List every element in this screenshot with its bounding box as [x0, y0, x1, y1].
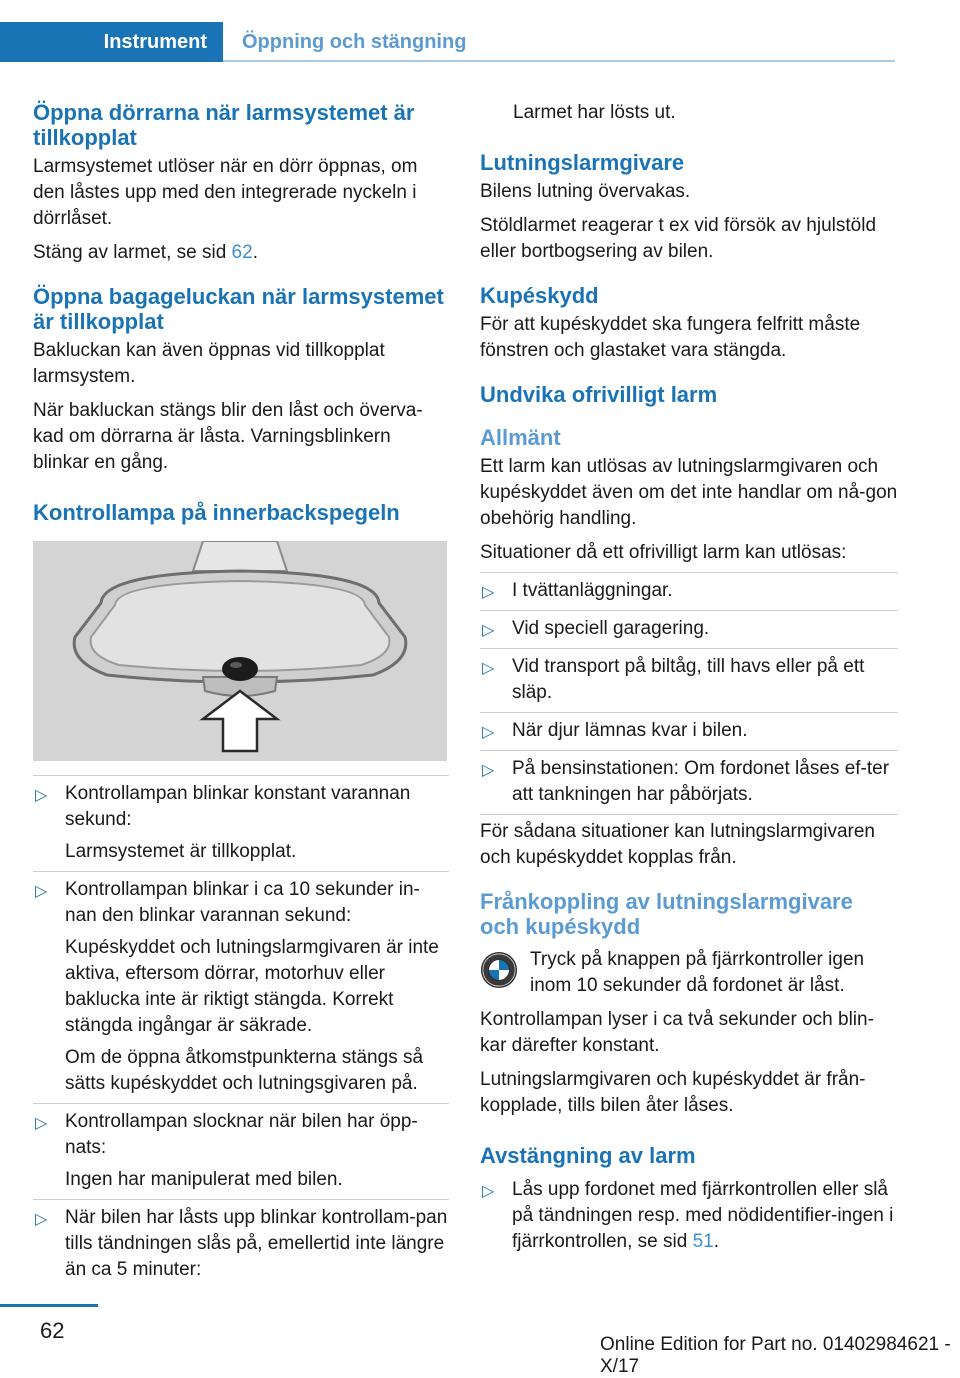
paragraph: Bilens lutning övervakas.	[480, 181, 691, 202]
continued-text: Larmet har lösts ut.	[513, 102, 676, 123]
bullet-triangle-icon: ▷	[482, 584, 495, 601]
bullet-triangle-icon: ▷	[482, 622, 495, 639]
paragraph: Ett larm kan utlösas av lutningslarmgivaren och kupéskyddet även om det inte handlar om nå-gon obehörig handling.	[480, 456, 898, 529]
paragraph: Stöldlarmet reagerar t ex vid försök av hjulstöld eller bortbogsering av bilen.	[480, 215, 877, 262]
heading-open-doors-alarm: Öppna dörrarna när larmsystemet är tillkopplat	[33, 100, 415, 150]
list-item: ▷ I tvättanläggningar.	[480, 572, 898, 611]
paragraph: Situationer då ett ofrivilligt larm kan utlösas:	[480, 542, 847, 563]
turn-off-alarm-list	[480, 1172, 898, 1261]
page-number: 62	[40, 1318, 65, 1343]
mirror-illustration	[33, 541, 447, 761]
heading-interior-protection: Kupéskydd	[480, 283, 599, 308]
false-alarm-situations-list	[480, 572, 898, 815]
bullet-triangle-icon: ▷	[35, 1211, 48, 1228]
lamp-status-list	[33, 775, 449, 1289]
left-column	[33, 100, 449, 1289]
heading-open-trunk-alarm: Öppna bagageluckan när larmsystemet är tillkopplat	[33, 284, 444, 334]
subheading-general: Allmänt	[480, 425, 561, 450]
heading-avoid-false-alarm: Undvika ofrivilligt larm	[480, 382, 718, 407]
rearview-mirror-icon	[33, 541, 447, 761]
heading-control-lamp: Kontrollampa på innerbackspegeln	[33, 500, 400, 525]
edition-label: Online Edition for Part no. 01402984621 - X/17	[600, 1334, 951, 1377]
tab-instrument[interactable]: Instrument	[0, 22, 223, 62]
list-item: ▷ På bensinstationen: Om fordonet låses ef-ter att tankningen har påbörjats.	[480, 751, 898, 815]
list-item: ▷ Kontrollampan slocknar när bilen har öpp-nats: Ingen har manipulerat med bilen.	[33, 1104, 449, 1200]
list-item: ▷ Kontrollampan blinkar konstant varannan sekund: Larmsystemet är tillkopplat.	[33, 775, 449, 872]
page-link-62[interactable]: 62	[231, 242, 253, 263]
paragraph-reference: Stäng av larmet, se sid 62.	[33, 242, 258, 263]
paragraph: Lutningslarmgivaren och kupéskyddet är från-kopplade, tills bilen åter låses.	[480, 1069, 866, 1116]
heading-tilt-sensor: Lutningslarmgivare	[480, 150, 685, 175]
paragraph: Bakluckan kan även öppnas vid tillkopplat larmsystem.	[33, 340, 385, 387]
footer-divider	[0, 1304, 98, 1307]
list-item: ▷ När djur lämnas kvar i bilen.	[480, 713, 898, 751]
paragraph: För att kupéskyddet ska fungera felfritt måste fönstren och glastaket vara stängda.	[480, 314, 861, 361]
bullet-triangle-icon: ▷	[482, 1183, 495, 1200]
bmw-logo-icon	[480, 951, 518, 989]
tab-opening-closing[interactable]: Öppning och stängning	[242, 30, 467, 53]
list-item: ▷ Kontrollampan blinkar i ca 10 sekunder in-nan den blinkar varannan sekund: Kupéskyddet och lutningslarmgivaren är inte aktiva, eftersom dörrar, motorhuv eller baklucka inte är riktigt stängda. Korrekt stängda ingångar är säkrade. Om de öppna åtkomstpunkterna stängs så sätts kupéskyddet och lutningsgivaren på.	[33, 872, 449, 1104]
list-item: ▷ När bilen har låsts upp blinkar kontrollam-pan tills tändningen slås på, emellertid inte längre än ca 5 minuter:	[35, 1207, 448, 1280]
bullet-triangle-icon: ▷	[482, 660, 495, 677]
heading-disable-sensors: Frånkoppling av lutningslarmgivare och kupéskydd	[480, 889, 853, 939]
page-link-51[interactable]: 51	[692, 1231, 714, 1252]
paragraph: Kontrollampan lyser i ca två sekunder och blin-kar därefter konstant.	[480, 1009, 874, 1056]
bullet-triangle-icon: ▷	[482, 724, 495, 741]
note-text: Tryck på knappen på fjärrkontroller igen inom 10 sekunder då fordonet är låst.	[530, 949, 865, 996]
paragraph: Larmsystemet utlöser när en dörr öppnas, om den låstes upp med den integrerade nyckeln i dörrlåset.	[33, 156, 418, 229]
page-header	[0, 22, 895, 64]
list-item: ▷ Lås upp fordonet med fjärrkontrollen eller slå på tändningen resp. med nödidentifier-ingen i fjärrkontrollen, se sid 51.	[482, 1179, 894, 1252]
right-column	[480, 100, 898, 1261]
header-divider	[223, 60, 895, 62]
paragraph: För sådana situationer kan lutningslarmgivaren och kupéskyddet kopplas från.	[480, 821, 875, 868]
heading-turn-off-alarm: Avstängning av larm	[480, 1143, 696, 1168]
list-item: ▷ Vid speciell garagering.	[480, 611, 898, 649]
bullet-triangle-icon: ▷	[482, 762, 495, 779]
remote-note	[480, 947, 898, 999]
bullet-triangle-icon: ▷	[35, 787, 48, 804]
bullet-triangle-icon: ▷	[35, 1115, 48, 1132]
paragraph: När bakluckan stängs blir den låst och överva-kad om dörrarna är låsta. Varningsblinkern blinkar en gång.	[33, 400, 423, 473]
bullet-triangle-icon: ▷	[35, 883, 48, 900]
list-item: ▷ Vid transport på biltåg, till havs eller på ett släp.	[480, 649, 898, 713]
